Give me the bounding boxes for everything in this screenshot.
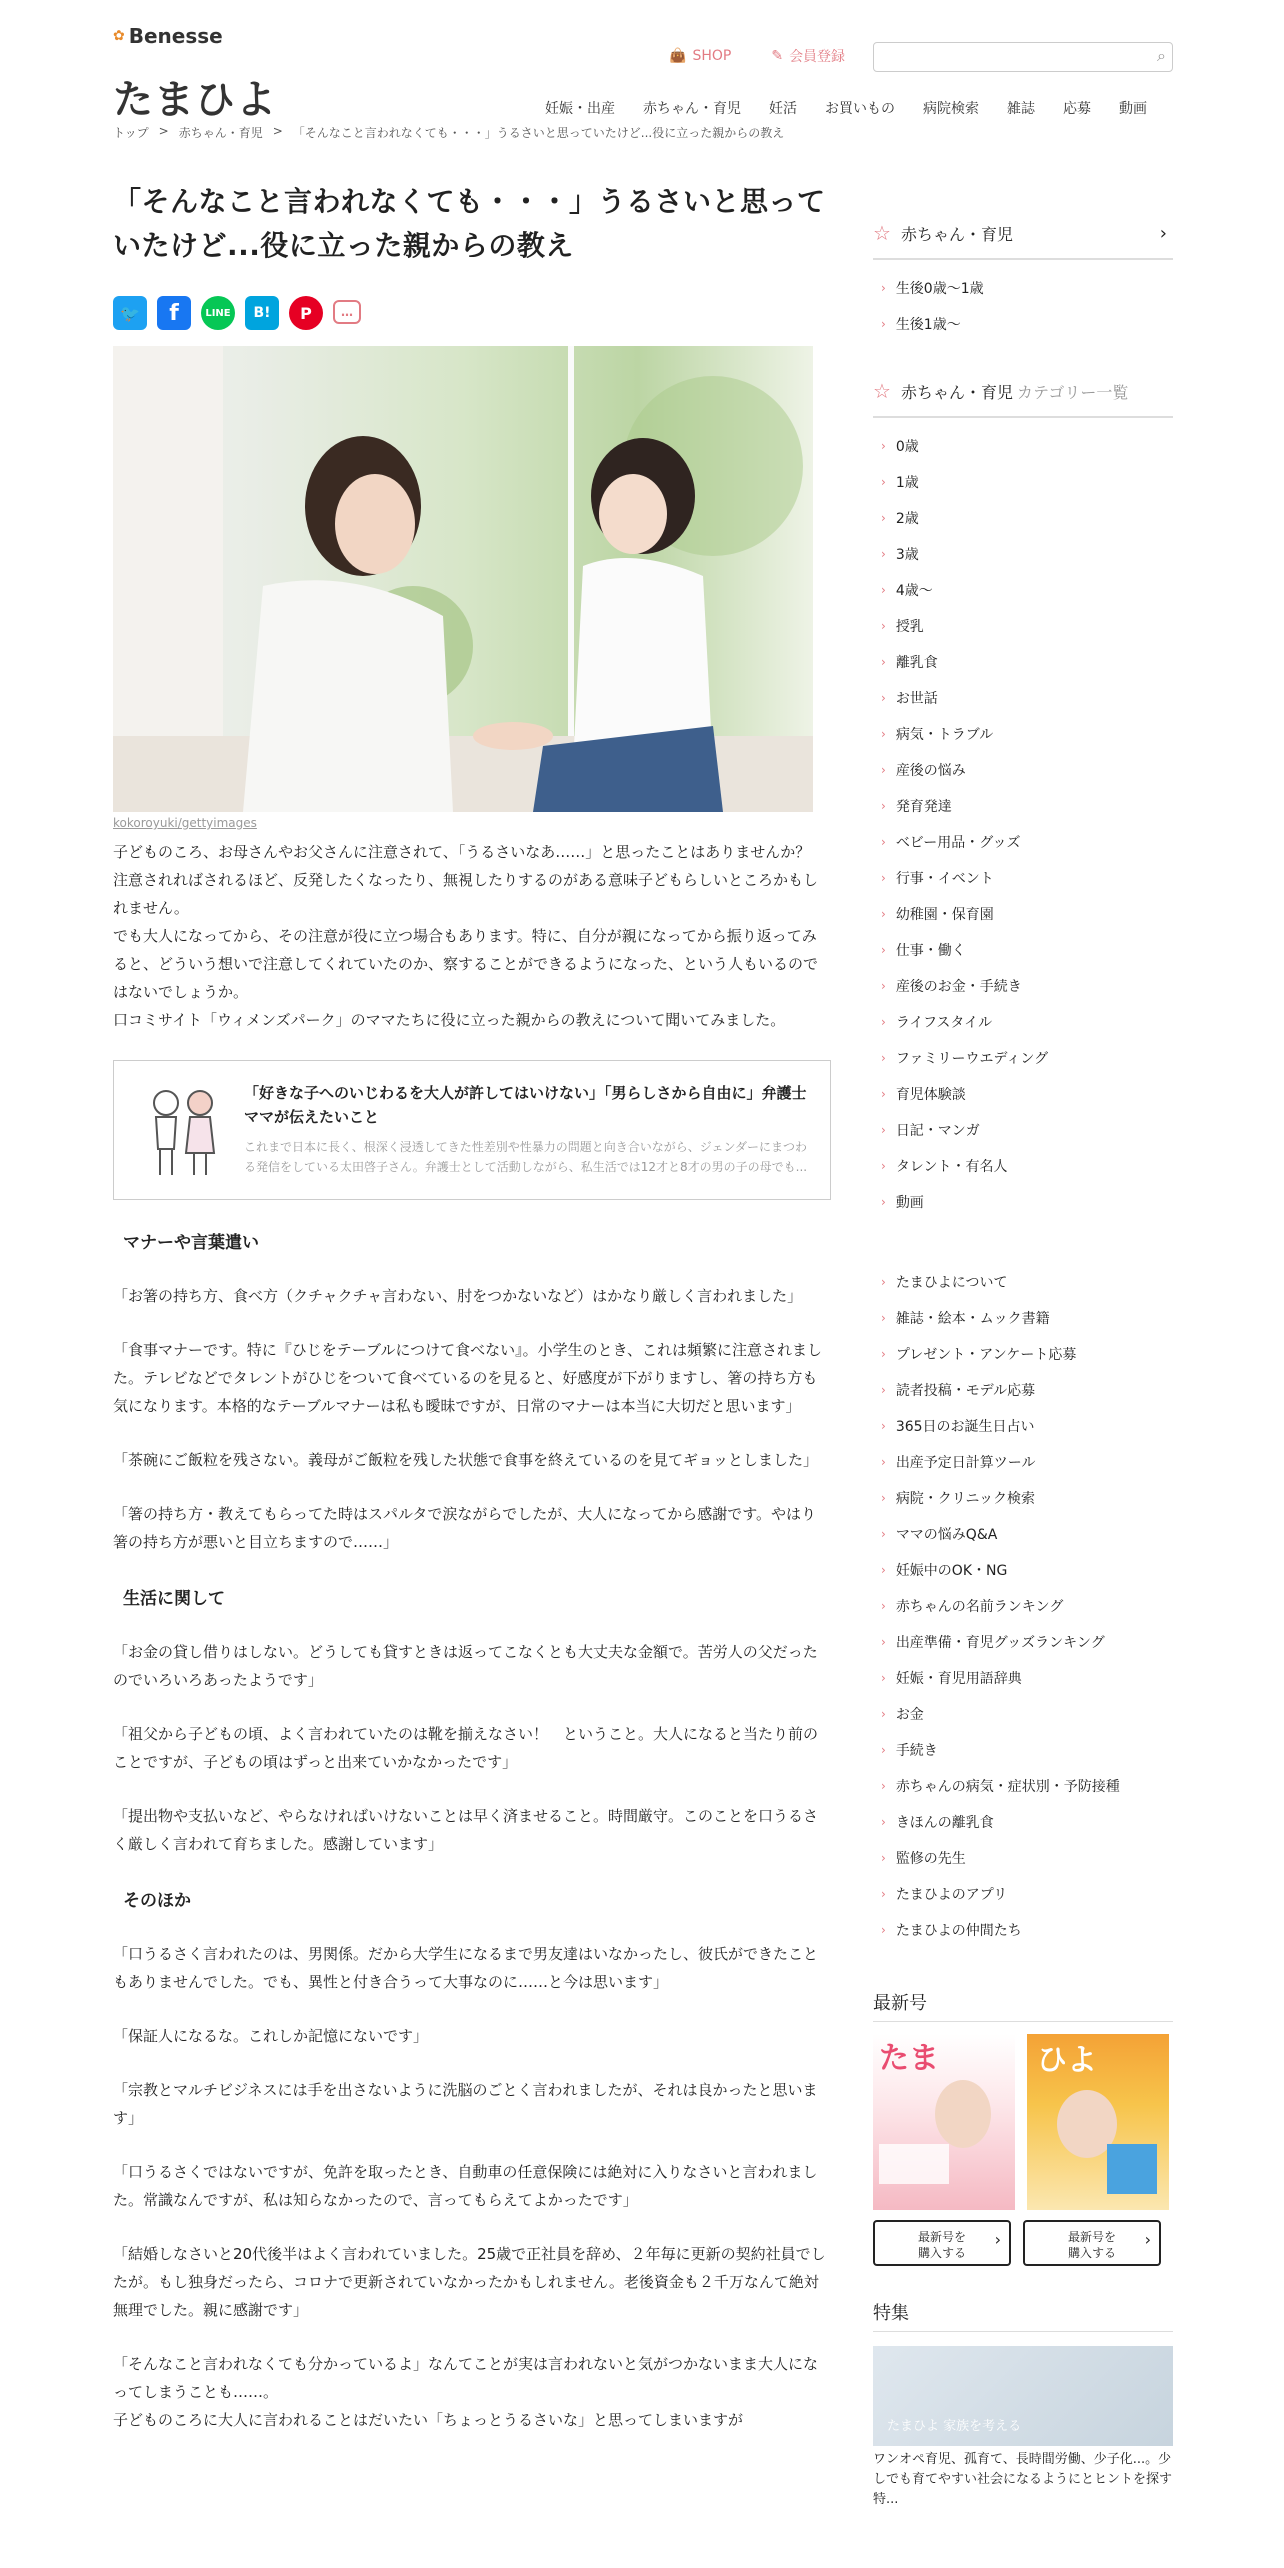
sidebar-item-label: 産後のお金・手続き — [895, 979, 1022, 995]
feature-banner[interactable] — [873, 2346, 1173, 2446]
section-heading: そのほか — [123, 1891, 191, 1911]
chevron-right-icon: › — [881, 1707, 886, 1721]
feature-heading: 特集 — [873, 2292, 1173, 2332]
sidebar-item-label: 妊娠中のOK・NG — [895, 1563, 1008, 1579]
sidebar-item-label: プレゼント・アンケート応募 — [895, 1347, 1077, 1363]
sidebar-category-item[interactable] — [873, 1004, 1173, 1040]
tail-paragraph: 子どものころに大人に言われることはだいたい「ちょっとうるさいな」と思ってしまいますが — [113, 2411, 744, 2429]
chevron-right-icon: › — [881, 1743, 886, 1757]
sidebar-service-item[interactable] — [873, 1840, 1173, 1876]
cover-2-illustration — [1027, 2034, 1169, 2210]
article — [113, 180, 831, 2434]
chevron-right-icon: › — [881, 1015, 886, 1029]
chevron-right-icon: › — [881, 1815, 886, 1829]
shop-bag-icon: 👜 — [669, 48, 687, 64]
quote: 「お金の貸し借りはしない。どうしても貸すときは返ってこなくとも大丈夫な金額で。苦労人の父だったのでいろいろあったようです」 — [113, 1643, 818, 1689]
chevron-right-icon: › — [881, 1779, 886, 1793]
global-nav — [531, 98, 1161, 118]
sidebar-service-item[interactable] — [873, 1264, 1173, 1300]
sidebar-item-label: ファミリーウエディング — [895, 1051, 1049, 1067]
sidebar-service-item[interactable] — [873, 1696, 1173, 1732]
sidebar-category-item[interactable] — [873, 716, 1173, 752]
crumb-sep: > — [272, 124, 283, 138]
pencil-icon: ✎ — [771, 48, 784, 64]
sidebar-service-item[interactable] — [873, 1624, 1173, 1660]
sidebar-age-item[interactable] — [873, 306, 1173, 342]
buy-button-1[interactable] — [873, 2220, 1011, 2266]
chevron-right-icon: › — [881, 1275, 886, 1289]
svg-text:ひよ: ひよ — [1037, 2043, 1097, 2078]
sidebar-item-label: ママの悩みQ&A — [895, 1527, 998, 1543]
sidebar-item-label: ベビー用品・グッズ — [895, 835, 1021, 851]
sidebar-category-item[interactable] — [873, 932, 1173, 968]
chevron-right-icon: › — [881, 1887, 886, 1901]
sidebar-item-label: 生後0歳～1歳 — [895, 281, 984, 297]
sidebar-item-label: 読者投稿・モデル応募 — [895, 1383, 1036, 1399]
register-label: 会員登録 — [789, 49, 846, 65]
sidebar-category-item[interactable] — [873, 1148, 1173, 1184]
chevron-right-icon: › — [881, 1455, 886, 1469]
quote: 「食事マナーです。特に『ひじをテーブルにつけて食べない』。小学生のとき、これは頻繁に注意されました。テレビなどでタレントがひじをついて食べているのを見ると、好感度が下がりますし、箸の持ち方も気になります。本格的なテーブルマナーは私も曖昧ですが、日常のマナーは本当に大切だと思います」 — [113, 1341, 823, 1415]
sidebar-item-label: 365日のお誕生日占い — [895, 1419, 1035, 1435]
nav-ninkatsu[interactable]: 妊活 — [769, 101, 797, 117]
sidebar-item-label: 出産準備・育児グッズランキング — [895, 1635, 1105, 1651]
intro-paragraph: でも大人になってから、その注意が役に立つ場合もあります。特に、自分が親になってから振り返ってみると、どういう想いで注意してくれていたのか、察することができるようになった、という人もいるのではないでしょうか。 — [113, 927, 819, 1001]
chevron-right-icon: › — [881, 583, 886, 597]
quote: 「祖父から子どもの頃、よく言われていたのは靴を揃えなさい！ ということ。大人になると当たり前のことですが、子どもの頃はずっと出来ていかなかったです」 — [113, 1725, 819, 1771]
sidebar-item-label: 行事・イベント — [895, 871, 994, 887]
sidebar-item-label: 妊娠・育児用語辞典 — [895, 1671, 1022, 1687]
comment-icon[interactable]: … — [333, 300, 361, 324]
chevron-right-icon: › — [881, 835, 886, 849]
sidebar-category-item[interactable] — [873, 680, 1173, 716]
sidebar-list-category — [873, 428, 1173, 1220]
sidebar-category-item[interactable] — [873, 752, 1173, 788]
sidebar-item-label: たまひよのアプリ — [895, 1887, 1008, 1903]
chevron-right-icon: › — [881, 547, 886, 561]
chevron-right-icon: › — [881, 979, 886, 993]
sidebar-category-item[interactable] — [873, 968, 1173, 1004]
nav-video[interactable]: 動画 — [1119, 101, 1147, 117]
benesse-text: Benesse — [128, 24, 223, 48]
top-links — [669, 46, 845, 66]
sidebar-service-item[interactable] — [873, 1408, 1173, 1444]
crumb-top[interactable]: トップ — [113, 126, 149, 140]
nav-pregnancy[interactable]: 妊娠・出産 — [545, 101, 615, 117]
chevron-right-icon: › — [881, 475, 886, 489]
photo-credit[interactable]: kokoroyuki/gettyimages — [113, 816, 257, 830]
sidebar-service-item[interactable] — [873, 1804, 1173, 1840]
section-heading: 生活に関して — [123, 1589, 225, 1609]
chevron-right-icon: › — [881, 1527, 886, 1541]
sidebar-item-label: 2歳 — [895, 511, 919, 527]
buy-button-2[interactable] — [1023, 2220, 1161, 2266]
facebook-icon[interactable]: f — [157, 296, 191, 330]
sidebar-age-item[interactable] — [873, 270, 1173, 306]
quote: 「口うるさく言われたのは、男関係。だから大学生になるまで男友達はいなかったし、彼氏ができたこともありませんでした。でも、異性と付き合うって大事なのに……と今は思います」 — [113, 1945, 819, 1991]
sidebar-service-item[interactable] — [873, 1912, 1173, 1948]
tamahiyo-logo[interactable]: たまひよ — [113, 77, 277, 123]
shop-label: SHOP — [692, 48, 732, 64]
sidebar-item-label: ライフスタイル — [895, 1015, 993, 1031]
benesse-mark-icon: ✿ — [113, 28, 125, 44]
sidebar-category-item[interactable] — [873, 572, 1173, 608]
chevron-right-icon: › — [881, 1311, 886, 1325]
sidebar-item-label: 産後の悩み — [895, 763, 966, 779]
sidebar-item-label: 日記・マンガ — [895, 1123, 980, 1139]
sidebar-service-item[interactable] — [873, 1480, 1173, 1516]
chevron-right-icon: › — [881, 1087, 886, 1101]
line-icon[interactable]: LINE — [201, 296, 235, 330]
sidebar-service-item[interactable] — [873, 1372, 1173, 1408]
chevron-right-icon: › — [881, 1383, 886, 1397]
sidebar-category-item[interactable] — [873, 1184, 1173, 1220]
sidebar-category-item[interactable] — [873, 896, 1173, 932]
related-title: 「好きな子へのいじわるを大人が許してはいけない」「男らしさから自由に」弁護士ママが伝えたいこと — [244, 1084, 807, 1126]
crumb-current: 「そんなこと言われなくても・・・」うるさいと思っていたけど...役に立った親からの教え — [292, 126, 785, 140]
buy-label: 最新号を — [1067, 2230, 1116, 2244]
chevron-right-icon: › — [881, 439, 886, 453]
star-icon: ☆ — [873, 221, 891, 245]
sidebar-service-item[interactable] — [873, 1876, 1173, 1912]
sidebar-service-item[interactable] — [873, 1660, 1173, 1696]
sidebar — [873, 208, 1173, 2510]
sidebar-item-label: 育児体験談 — [895, 1087, 966, 1103]
nav-hospital[interactable]: 病院検索 — [923, 101, 979, 117]
sidebar-service-item[interactable] — [873, 1552, 1173, 1588]
chevron-right-icon: › — [881, 619, 886, 633]
feature-banner-label: たまひよ 家族を考える — [887, 2419, 1022, 2434]
share-buttons — [113, 296, 831, 334]
sidebar-item-label: 授乳 — [895, 619, 924, 635]
sidebar-category-item[interactable] — [873, 860, 1173, 896]
sidebar-service-item[interactable] — [873, 1336, 1173, 1372]
sidebar-item-label: 赤ちゃんの病気・症状別・予防接種 — [895, 1779, 1120, 1795]
sidebar-category-item[interactable] — [873, 1040, 1173, 1076]
buy-label: 最新号を — [917, 2230, 966, 2244]
chevron-right-icon: › — [881, 763, 886, 777]
article-title: 「そんなこと言われなくても・・・」うるさいと思っていたけど...役に立った親からの教え — [113, 185, 826, 262]
sidebar-service-item[interactable] — [873, 1444, 1173, 1480]
chevron-right-icon: › — [881, 1599, 886, 1613]
sidebar-item-label: 生後1歳～ — [895, 317, 961, 333]
site-header — [113, 20, 1173, 125]
sidebar-item-label: 3歳 — [895, 547, 919, 563]
chevron-right-icon: › — [881, 799, 886, 813]
sidebar-heading-label: 赤ちゃん・育児 — [900, 382, 1013, 402]
pinterest-icon[interactable]: P — [289, 296, 323, 330]
nav-magazine[interactable]: 雑誌 — [1007, 101, 1035, 117]
chevron-right-icon: › — [881, 1347, 886, 1361]
chevron-right-icon: › — [881, 1563, 886, 1577]
sidebar-category-item[interactable] — [873, 536, 1173, 572]
quote: 「お箸の持ち方、食べ方（クチャクチャ言わない、肘をつかないなど）はかなり厳しく言われました」 — [113, 1287, 803, 1305]
sidebar-item-label: 離乳食 — [895, 655, 938, 671]
chevron-right-icon: › — [881, 1635, 886, 1649]
sidebar-item-label: 動画 — [895, 1195, 924, 1211]
sidebar-item-label: お世話 — [895, 691, 938, 707]
chevron-right-icon: › — [881, 317, 886, 331]
intro-paragraph: 口コミサイト「ウィメンズパーク」のママたちに役に立った親からの教えについて聞いてみました。 — [113, 1011, 786, 1029]
chevron-right-icon: › — [881, 1159, 886, 1173]
chevron-right-icon: › — [881, 1851, 886, 1865]
sidebar-item-label: お金 — [895, 1707, 924, 1723]
search-icon[interactable]: ⌕ — [1157, 46, 1166, 65]
chevron-right-icon: › — [881, 1419, 886, 1433]
cover-1-illustration — [873, 2034, 1015, 2210]
mother-daughter-illustration — [113, 346, 813, 812]
chevron-right-icon: › — [881, 655, 886, 669]
sidebar-item-label: 病気・トラブル — [895, 727, 994, 743]
twitter-icon[interactable]: 🐦 — [113, 296, 147, 330]
intro-paragraph: 子どものころ、お母さんやお父さんに注意されて、「うるさいなあ……」と思ったことはありませんか？ 注意されればされるほど、反発したくなったり、無視したりするのがある意味子どもらしいところかもしれません。 — [113, 843, 826, 917]
sidebar-category-item[interactable] — [873, 608, 1173, 644]
quote: 「茶碗にご飯粒を残さない。義母がご飯粒を残した状態で食事を終えているのを見てギョッとしました」 — [113, 1451, 819, 1469]
sidebar-list-services — [873, 1264, 1173, 1948]
nav-apply[interactable]: 応募 — [1063, 101, 1091, 117]
chevron-right-icon: › — [881, 1123, 886, 1137]
latest-issue-heading: 最新号 — [873, 1982, 1173, 2022]
sidebar-list-age — [873, 270, 1173, 342]
quote: 「宗教とマルチビジネスには手を出さないように洗脳のごとく言われましたが、それは良かったと思います」 — [113, 2081, 818, 2127]
sidebar-item-label: 仕事・働く — [895, 943, 966, 959]
sidebar-item-label: 病院・クリニック検索 — [895, 1491, 1035, 1507]
benesse-logo[interactable] — [113, 24, 223, 48]
quote: 「箸の持ち方・教えてもらってた時はスパルタで涙ながらでしたが、大人になってから感謝です。やはり箸の持ち方が悪いと目立ちますので……」 — [113, 1505, 817, 1551]
chevron-right-icon: › — [881, 1671, 886, 1685]
buy-buttons — [873, 2220, 1173, 2266]
sidebar-service-item[interactable] — [873, 1768, 1173, 1804]
sidebar-item-label: 赤ちゃんの名前ランキング — [895, 1599, 1064, 1615]
chevron-right-icon: › — [881, 1923, 886, 1937]
quote: 「そんなこと言われなくても分かっているよ」なんてことが実は言われないと気がつかないまま大人になってしまうことも……。 — [113, 2355, 819, 2401]
chevron-right-icon: › — [881, 511, 886, 525]
hatena-icon[interactable]: B! — [245, 296, 279, 330]
breadcrumb — [113, 124, 784, 141]
feature-text[interactable]: ワンオペ育児、孤育て、長時間労働、少子化...。少しでも育てやすい社会になるようにとヒントを探す特... — [873, 2452, 1173, 2507]
sidebar-item-label: きほんの離乳食 — [895, 1815, 994, 1831]
sidebar-item-label: たまひよの仲間たち — [895, 1923, 1022, 1939]
sidebar-category-item[interactable] — [873, 464, 1173, 500]
sidebar-service-item[interactable] — [873, 1516, 1173, 1552]
chevron-right-icon: › — [881, 691, 886, 705]
sidebar-item-label: 1歳 — [895, 475, 919, 491]
sidebar-category-item[interactable] — [873, 824, 1173, 860]
sidebar-item-label: 手続き — [895, 1743, 938, 1759]
quote: 「結婚しなさいと20代後半はよく言われていました。25歳で正社員を辞め、２年毎に更新の契約社員でしたが。もし独身だったら、コロナで更新されていなかったかもしれません。老後資金も２千万なんて絶対無理でした。親に感謝です」 — [113, 2245, 826, 2319]
sidebar-item-label: 幼稚園・保育園 — [895, 907, 994, 923]
sidebar-item-label: 監修の先生 — [895, 1851, 966, 1867]
quote: 「口うるさくではないですが、免許を取ったとき、自動車の任意保険には絶対に入りなさいと言われました。常識なんですが、私は知らなかったので、言ってもらえてよかったです」 — [113, 2163, 818, 2209]
article-photo — [113, 346, 813, 812]
sidebar-item-label: タレント・有名人 — [895, 1159, 1008, 1175]
sidebar-category-item[interactable] — [873, 500, 1173, 536]
chevron-right-icon: › — [881, 1051, 886, 1065]
crumb-sep: > — [158, 124, 169, 138]
sidebar-item-label: 出産予定日計算ツール — [895, 1455, 1036, 1471]
chevron-right-icon: › — [881, 281, 886, 295]
sidebar-item-label: たまひよについて — [895, 1275, 1008, 1291]
svg-text:たま: たま — [879, 2041, 939, 2076]
sidebar-service-item[interactable] — [873, 1300, 1173, 1336]
sidebar-item-label: 0歳 — [895, 439, 919, 455]
crumb-baby[interactable]: 赤ちゃん・育児 — [178, 126, 263, 140]
chevron-right-icon: › — [1159, 222, 1167, 244]
buy-label: 購入する — [917, 2246, 966, 2260]
magazine-cover-2[interactable] — [1027, 2034, 1169, 2210]
sidebar-heading-category — [873, 366, 1173, 418]
sidebar-category-item[interactable] — [873, 428, 1173, 464]
buy-label: 購入する — [1067, 2246, 1116, 2260]
sidebar-service-item[interactable] — [873, 1732, 1173, 1768]
sidebar-category-item[interactable] — [873, 644, 1173, 680]
search-box[interactable] — [873, 42, 1173, 72]
chevron-right-icon: › — [881, 727, 886, 741]
star-icon: ☆ — [873, 379, 891, 403]
register-link[interactable] — [771, 46, 845, 66]
nav-baby[interactable]: 赤ちゃん・育児 — [643, 101, 741, 117]
chevron-right-icon: › — [881, 943, 886, 957]
children-illustration — [144, 1083, 224, 1179]
chevron-right-icon: › — [881, 907, 886, 921]
nav-shopping[interactable]: お買いもの — [825, 101, 895, 117]
sidebar-heading-sub: カテゴリー一覧 — [1016, 382, 1129, 402]
related-desc: これまで日本に長く、根深く浸透してきた性差別や性暴力の問題と向き合いながら、ジェンダーにまつわる発信をしている太田啓子さん。弁護士として活動しながら、私生活では12才と8才の男の子の母でも... — [244, 1140, 808, 1174]
sidebar-heading-baby[interactable] — [873, 208, 1173, 260]
sidebar-heading-label: 赤ちゃん・育児 — [900, 224, 1013, 244]
sidebar-service-item[interactable] — [873, 1588, 1173, 1624]
magazine-cover-1[interactable] — [873, 2034, 1015, 2210]
section-heading: マナーや言葉遣い — [123, 1233, 259, 1253]
sidebar-category-item[interactable] — [873, 1076, 1173, 1112]
sidebar-item-label: 4歳～ — [895, 583, 933, 599]
sidebar-category-item[interactable] — [873, 1112, 1173, 1148]
chevron-right-icon: › — [881, 1491, 886, 1505]
quote: 「提出物や支払いなど、やらなければいけないことは早く済ませること。時間厳守。このことを口うるさく厳しく言われて育ちました。感謝しています」 — [113, 1807, 819, 1853]
chevron-right-icon: › — [881, 871, 886, 885]
sidebar-category-item[interactable] — [873, 788, 1173, 824]
chevron-right-icon: › — [881, 1195, 886, 1209]
sidebar-item-label: 発育発達 — [895, 799, 952, 815]
magazine-covers — [873, 2034, 1173, 2210]
shop-link[interactable] — [669, 46, 731, 66]
quote: 「保証人になるな。これしか記憶にないです」 — [113, 2027, 429, 2045]
related-article-card[interactable] — [113, 1060, 831, 1200]
sidebar-item-label: 雑誌・絵本・ムック書籍 — [895, 1311, 1050, 1327]
